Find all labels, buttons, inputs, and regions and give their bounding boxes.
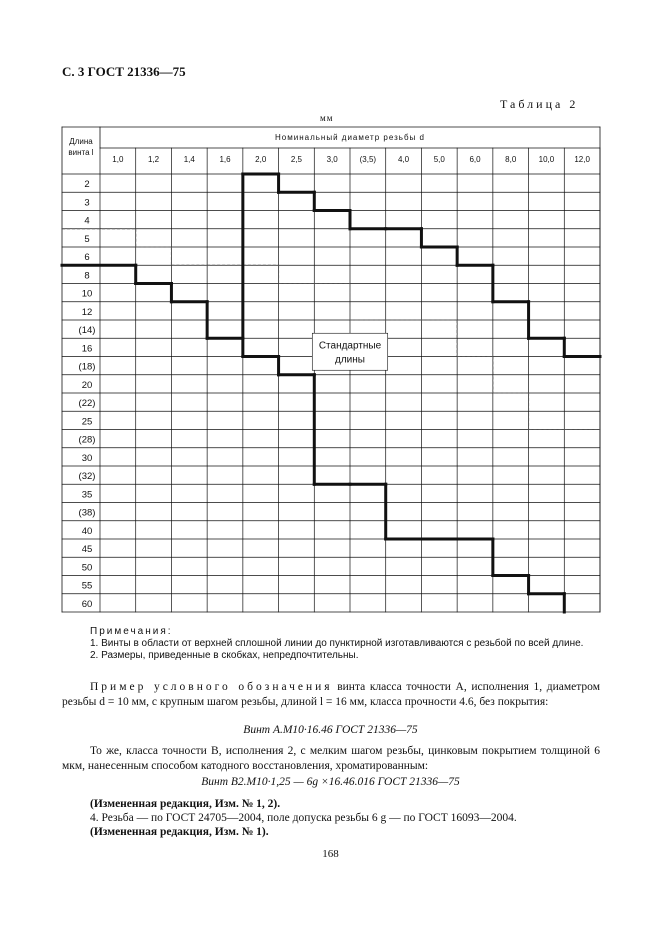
diameter-header: (3,5) [359,155,377,164]
diameter-header: 4,0 [398,155,410,164]
length-label: 8 [84,270,90,282]
length-label: 30 [81,452,93,464]
amendment-note-2: (Измененная редакция, Изм. № 1). [90,826,269,838]
thread-requirement: 4. Резьба — по ГОСТ 24705—2004, поле допуска резьбы 6 g — по ГОСТ 16093—2004. [90,812,517,824]
corner-label: винта l [68,148,94,157]
table-unit: мм [320,113,334,123]
table-caption: Таблица 2 [500,97,579,111]
standard-lengths-label: длины [335,354,365,366]
page-header: С. 3 ГОСТ 21336—75 [62,64,186,79]
length-label: 35 [81,489,93,501]
corner-label: Длина [69,137,93,146]
length-label: 16 [81,343,93,355]
length-label: 50 [81,562,93,574]
length-label: (22) [78,398,96,409]
notes-title: Примечания: [90,626,173,637]
example-paragraph-2: То же, класса точности В, исполнения 2, с мелким шагом резьбы, цинковым покрытием толщиной 6 мкм, нанесенным способом катодного восстановления, хроматированным: [62,745,600,772]
designation-formula-1: Винт A.M10·16.46 ГОСТ 21336—75 [243,724,418,736]
diameter-header: 1,2 [148,155,160,164]
example-text: винта класса точности А, исполнения 1, диаметром резьбы d = 10 мм, с крупным шагом резьбы, длиной l = 16 мм, класса прочности 4.6, без покрытия: [62,681,600,708]
length-label: (14) [78,325,96,336]
length-label: 20 [81,379,93,391]
length-label: 40 [81,525,93,537]
length-label: 55 [81,580,93,592]
group-header: Номинальный диаметр резьбы d [275,133,425,142]
diameter-header: 3,0 [326,155,338,164]
page-number: 168 [322,848,339,860]
length-label: 4 [84,215,90,227]
diameter-header: 6,0 [469,155,481,164]
diameter-header: 1,0 [112,155,124,164]
length-label: 25 [81,416,93,428]
diameter-header: 1,6 [219,155,231,164]
note-1: 1. Винты в области от верхней сплошной линии до пунктирной изготавливаются с резьбой по всей длине. [90,638,584,649]
length-label: 2 [84,179,90,190]
length-label: (32) [78,471,96,482]
example-lead: Пример условного обозначения [90,681,333,693]
length-label: 12 [81,306,93,318]
example-paragraph [62,680,600,710]
diameter-header: 12,0 [574,155,590,164]
notes-block [90,626,583,662]
diameter-header: 5,0 [433,155,445,164]
length-label: 60 [81,598,93,610]
length-label: 10 [81,288,93,300]
diameter-header: 2,0 [255,155,267,164]
designation-formula-2: Винт B2.M10·1,25 — 6g ×16.46.016 ГОСТ 21336—75 [201,776,460,788]
diameter-header: 10,0 [538,155,555,164]
length-label: 45 [81,544,93,555]
note-2: 2. Размеры, приведенные в скобках, непредпочтительны. [90,650,359,661]
length-label: (28) [78,434,96,446]
diameter-header: 8,0 [505,155,517,164]
length-label: 6 [84,252,90,263]
length-label: (18) [78,361,96,373]
diameter-header: 1,4 [183,155,195,164]
length-label: 5 [84,233,90,245]
length-label: 3 [84,197,90,209]
length-label: (38) [78,507,96,519]
standard-lengths-label: Стандартные [318,340,382,352]
amendment-note-1: (Измененная редакция, Изм. № 1, 2). [90,798,281,810]
diameter-header: 2,5 [290,155,302,164]
